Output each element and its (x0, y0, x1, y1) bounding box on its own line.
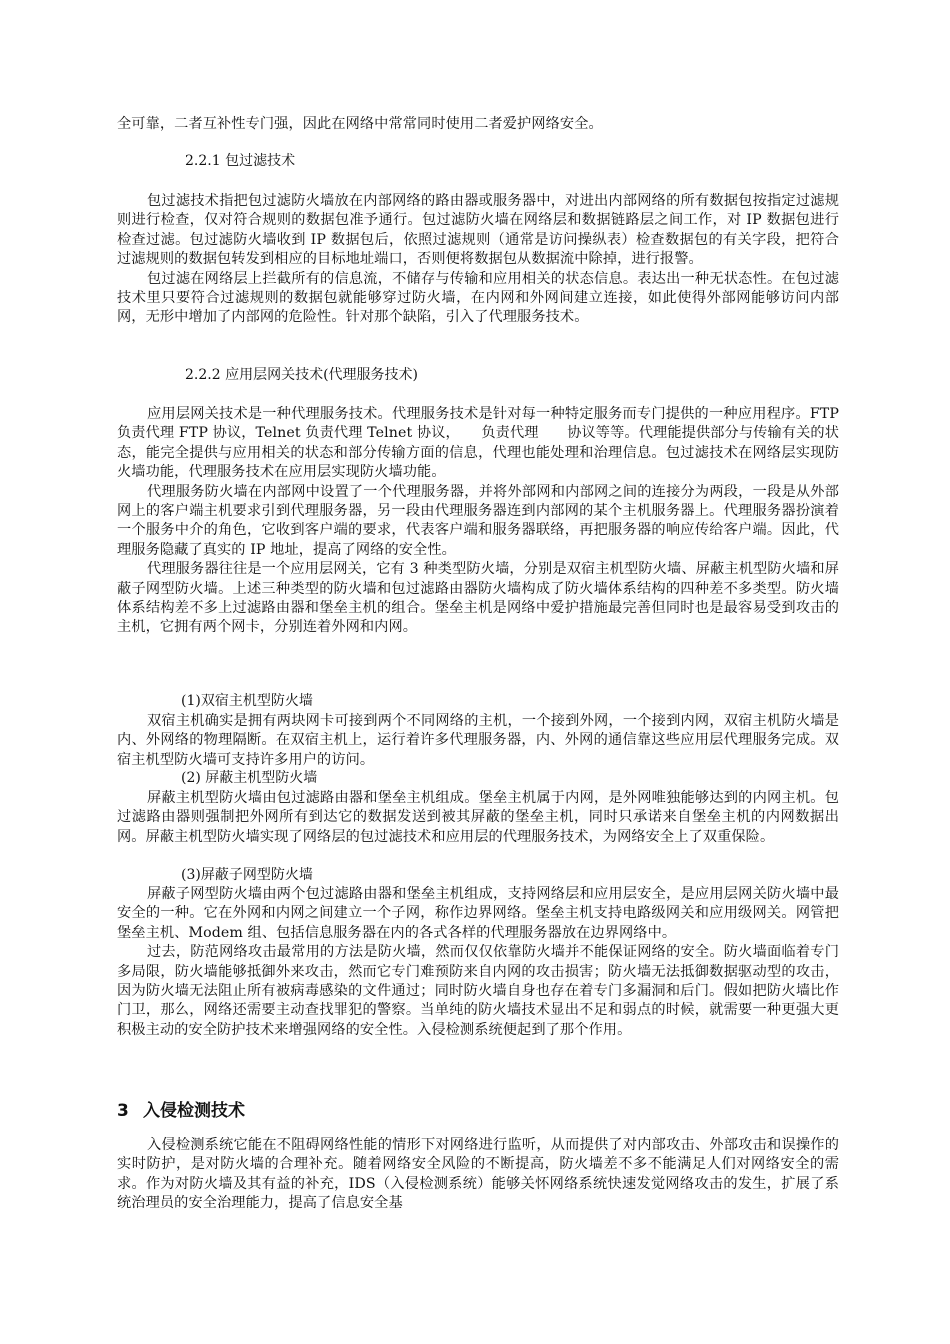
screened-host-block (117, 789, 839, 847)
section-number: 3 (117, 1101, 129, 1121)
paragraph-ids: 入侵检测系统它能在不阻碍网络性能的情形下对网络进行监听，从而提供了对内部攻击、外部攻击和误操作的实时防护，是对防火墙的合理补充。随着网络安全风险的不断提高，防火墙差不多不能满足人们对网络安全的需求。作为对防火墙及其有益的补充，IDS（入侵检测系统）能够关怀网络系统快速发觉网络攻击的发生，扩展了系统治理员的安全治理能力，提高了信息安全基 (117, 1137, 839, 1212)
paragraph-screened-host: 屏蔽主机型防火墙由包过滤路由器和堡垒主机组成。堡垒主机属于内网，是外网唯独能够达到的内网主机。包过滤路由器则强制把外网所有到达它的数据发送到被其屏蔽的堡垒主机，同时只承诺来自堡垒主机的内网数据出网。屏蔽主机型防火墙实现了网络层的包过滤技术和应用层的代理服务技术，为网络安全上了双重保险。 (117, 790, 839, 845)
paragraph-firewall-limits: 过去，防范网络攻击最常用的方法是防火墙，然而仅仅依靠防火墙并不能保证网络的安全。防火墙面临着专门多局限，防火墙能够抵御外来攻击，然而它专门难预防来自内网的攻击损害；防火墙无法抵御数据驱动型的攻击，因为防火墙无法阻止所有被病毒感染的文件通过；同时防火墙自身也存在着专门多漏洞和后门。假如把防火墙比作门卫，那么，网络还需要主动查找罪犯的警察。当单纯的防火墙技术显出不足和弱点的时候，就需要一种更强大更积极主动的安全防护技术来增强网络的安全性。入侵检测系统便起到了那个作用。 (117, 944, 839, 1038)
paragraph-app-gateway-3: 代理服务器往往是一个应用层网关，它有 3 种类型防火墙，分别是双宿主机型防火墙、屏蔽主机型防火墙和屏蔽子网型防火墙。上述三种类型的防火墙和包过滤路由器防火墙构成了防火墙体系结构的四种差不多类型。防火墙体系结构差不多上过滤路由器和堡垒主机的组合。堡垒主机是网络中爱护措施最完善但同时也是最容易受到攻击的主机，它拥有两个网卡，分别连着外网和内网。 (117, 561, 839, 636)
list-item-screened-subnet: (3)屏蔽子网型防火墙 (181, 867, 313, 883)
section-heading-2-2-1: 2.2.1 包过滤技术 (185, 153, 296, 169)
paragraph-screened-subnet: 屏蔽子网型防火墙由两个包过滤路由器和堡垒主机组成，支持网络层和应用层安全，是应用层网关防火墙中最安全的一种。它在外网和内网之间建立一个子网，称作边界网络。堡垒主机支持电路级网关和应用级网关。网管把堡垒主机、Modem 组、包括信息服务器在内的各式各样的代理服务器放在边界网络中。 (117, 886, 839, 941)
paragraph-packet-filter-2: 包过滤在网络层上拦截所有的信息流，不储存与传输和应用相关的状态信息。表达出一种无状态性。在包过滤技术里只要符合过滤规则的数据包就能够穿过防火墙，在内网和外网间建立连接，如此使得外部网能够访问内部网，无形中增加了内部网的危险性。针对那个缺陷，引入了代理服务技术。 (117, 270, 839, 326)
list-item-screened-host: (2) 屏蔽主机型防火墙 (181, 770, 318, 786)
ids-block (117, 1136, 839, 1214)
section-title: 入侵检测技术 (143, 1101, 245, 1121)
screened-subnet-block (117, 885, 839, 1040)
app-gateway-block (117, 405, 839, 638)
paragraph-intro: 全可靠，二者互补性专门强，因此在网络中常常同时使用二者爱护网络安全。 (117, 116, 603, 132)
paragraph-app-gateway-2: 代理服务防火墙在内部网中设置了一个代理服务器，并将外部网和内部网之间的连接分为两段，一段是从外部网上的客户端主机要求引到代理服务器，另一段由代理服务器连到内部网的某个主机服务器上。代理服务器扮演着一个服务中介的角色，它收到客户端的要求，代表客户端和服务器联络，再把服务器的响应传给客户端。因此，代理服务隐藏了真实的 IP 地址，提高了网络的安全性。 (117, 483, 839, 558)
section-heading-2-2-2: 2.2.2 应用层网关技术(代理服务技术) (185, 367, 418, 383)
paragraph-dual-homed: 双宿主机确实是拥有两块网卡可接到两个不同网络的主机，一个接到外网，一个接到内网，双宿主机防火墙是内、外网络的物理隔断。在双宿主机上，运行着许多代理服务器，内、外网的通信靠这些应用层代理服务完成。双宿主机型防火墙可支持许多用户的访问。 (117, 713, 839, 768)
paragraph-intro-block (117, 115, 839, 134)
packet-filter-block (117, 192, 839, 328)
paragraph-packet-filter-1: 包过滤技术指把包过滤防火墙放在内部网络的路由器或服务器中，对进出内部网络的所有数据包按指定过滤规则进行检查，仅对符合规则的数据包准予通行。包过滤防火墙在网络层和数据链路层之间工作，对 IP 数据包进行检查过滤。包过滤防火墙收到 IP 数据包后，依照过滤规则（通常是访问操纵表）检查数据包的有关字段，把符合过滤规则的数据包转发到相应的目标地址端口，否则便将数据包从数据流中除掉，进行报警。 (117, 193, 839, 268)
section-heading-3 (117, 1096, 245, 1121)
dual-homed-block (117, 712, 839, 770)
paragraph-app-gateway-1: 应用层网关技术是一种代理服务技术。代理服务技术是针对每一种特定服务而专门提供的一种应用程序。FTP 负责代理 FTP 协议，Telnet 负责代理 Telnet 协议， 负责代理 协议等等。代理能提供部分与传输有关的状态，能完全提供与应用相关的状态和部分传输方面的信息，代理也能处理和治理信息。包过滤技术在网络层实现防火墙功能，代理服务技术在应用层实现防火墙功能。 (117, 406, 839, 481)
list-item-dual-homed: (1)双宿主机型防火墙 (181, 693, 313, 709)
